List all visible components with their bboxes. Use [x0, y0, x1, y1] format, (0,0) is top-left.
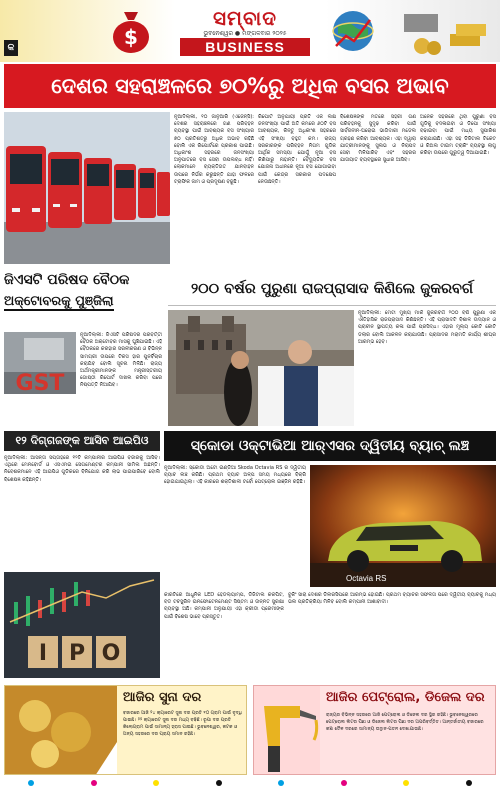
masthead — [0, 0, 500, 62]
svg-text:$: $ — [124, 25, 138, 49]
logo: ସମ୍ବାଦ — [213, 6, 277, 30]
globe-icon — [328, 6, 378, 56]
car-label: Octavia RS — [346, 574, 387, 583]
lead-paragraph-1: ନୂଆଦିଲ୍ଲୀ, ୧୦ ଜାନୁଆରି (ଏଜେନ୍ସି): ଦେଶର ସହରାଞ୍ଚଳରେ ଗଣ ପରିବହନ ବ୍ୟବସ୍ଥା ପାଇଁ ଆବଶ୍ୟକ ବସ ସଂଖ୍ୟାର ୭୦ ପ୍ରତିଶତରୁ ଅଧିକ ଅଭାବ ରହିଛି ବୋଲି ଏକ ରିପୋର୍ଟରେ ପ୍ରକାଶ ପାଇଛି। ଅଧିକାଂଶ ସହରରେ ଜନସଂଖ୍ୟା ଅନୁପାତରେ ବସ ସେବା ଉପଲବ୍ଧ ନାହିଁ। ଲୋକମାନେ ବ୍ୟକ୍ତିଗତ ଯାନବାହନ ଉପରେ ନିର୍ଭର କରୁଛନ୍ତି ଯାହା ଫଳରେ ଟ୍ରାଫିକ ଜାମ ଓ ପ୍ରଦୂଷଣ ବଢୁଛି। — [174, 114, 254, 185]
skoda-body-2: କାରଟିରେ ଆଧୁନିକ LED ହେଡଲ୍ୟାମ୍ପ, ଡିଜିଟାଲ କକପିଟ, ବଡ ଟଚସ୍କ୍ରିନ ଇନଫୋଟେନମେଣ୍ଟ ସିଷ୍ଟମ ଓ ଉନ୍ନତ ସୁରକ୍ଷା ବ୍ୟବସ୍ଥା ଅଛି। କମ୍ପାନୀ ଅନୁଯାୟୀ ଏହା କ୍ରୀଡା ପ୍ରେମୀଙ୍କ ପାଇଁ ବିଶେଷ ଭାବେ ପ୍ରସ୍ତୁତ। — [164, 592, 284, 620]
ipo-letter-o: O — [101, 641, 121, 666]
registration-dot — [278, 780, 284, 786]
gst-body: ନୂଆଦିଲ୍ଲୀ: ଜିଏସଟି ପରିଷଦର ପରବର୍ତ୍ତୀ ବୈଠକ ଅକ୍ଟୋବର ମାସକୁ ଘୁଞ୍ଚିଯାଇଛି। ଏହି ବୈଠକରେ କରହାର ସରଳୀକରଣ ଓ ବିଭିନ୍ନ ସାମଗ୍ରୀ ଉପରେ ଟିକସ ହାର ପୁନର୍ବିଚାର କରାଯିବ ବୋଲି ସୂଚନା ମିଳିଛି। ରାଜ୍ୟ ଅର୍ଥମନ୍ତ୍ରୀମାନଙ୍କ ମନ୍ତ୍ରୀସ୍ତରୀୟ ଗୋଷ୍ଠୀ ରିପୋର୍ଟ ଦାଖଲ କରିବା ପରେ ନିଷ୍ପତ୍ତି ନିଆଯିବ। — [80, 332, 162, 389]
registration-dot — [216, 780, 222, 786]
gold-rate-title: ଆଜିର ସୁନା ଦର — [123, 690, 202, 705]
gold-rate-box — [4, 685, 247, 775]
lead-headline: ଦେଶର ସହରାଞ୍ଚଳରେ ୭୦%ରୁ ଅଧିକ ବସର ଅଭାବ — [4, 64, 496, 108]
gold-jewellery-icon — [5, 686, 117, 775]
petrol-rate-title: ଆଜିର ପେଟ୍ରୋଲ, ଡିଜେଲ ଦର — [326, 690, 485, 705]
gst-headline-2-text: ଅକ୍ଟୋବରକୁ ପୁଞ୍ଜିଲା — [4, 294, 114, 309]
registration-dot — [466, 780, 472, 786]
palace-photo — [168, 310, 354, 426]
lead-paragraph-4: ଅନେକ ସହରରେ ଥିବା ପୁରୁଣା ବସ ଗୁଡିକୁ ବଦଳାଇବା ଓ ଡିପୋ ସଂଖ୍ୟା ବଢାଇବା ପାଇଁ ମଧ୍ୟ ସୁପାରିଶ କରାଯାଇଛି। ଏହା ସହ ଡିଜିଟାଲ ଟିକେଟ ଓ ରିଅଲ ଟାଇମ ଟ୍ରାକିଂ ବ୍ୟବସ୍ଥା ଲାଗୁ କରିବା ଉପରେ ଗୁରୁତ୍ୱ ଦିଆଯାଇଛି। — [420, 114, 496, 157]
skoda-headline: ସ୍କୋଡା ଓକ୍ଟାଭିଆ ଆର୍‌ଏସର ଦ୍ୱିତୀୟ ବ୍ୟାଚ୍ ଲଞ୍ଚ — [164, 431, 496, 461]
bus-photo — [4, 112, 170, 264]
skoda-body-1: ନୂଆଦିଲ୍ଲୀ: ସ୍କୋଡା ଅଟୋ ଇଣ୍ଡିଆ Skoda Octavia RS ର ଦ୍ୱିତୀୟ ବ୍ୟାଚ ଲଞ୍ଚ କରିଛି। ପ୍ରଥମ ବ୍ୟାଚ ଅଳ୍ପ ସମୟ ମଧ୍ୟରେ ବିକ୍ରି ହୋଇଯାଇଥିଲା। ଏହି କାରରେ ଶକ୍ତିଶାଳୀ ଟର୍ବୋ ପେଟ୍ରୋଲ ଇଞ୍ଜିନ ରହିଛି। — [164, 465, 306, 486]
registration-dot — [28, 780, 34, 786]
ipo-image — [4, 572, 160, 678]
gold-rate-body: ବଜାରରେ ଆଜି ୨୪ କ୍ୟାରେଟ ସୁନା ଦର ପ୍ରତି ୧୦ ଗ୍ରାମ ପାଇଁ ବୃଦ୍ଧି ପାଇଛି। ୨୨ କ୍ୟାରେଟ ସୁନା ଦର ମଧ୍ୟ ବଢିଛି। ରୂପା ଦର ପ୍ରତି କିଲୋଗ୍ରାମ ପାଇଁ ସାମାନ୍ୟ ହ୍ରାସ ପାଇଛି। ଭୁବନେଶ୍ୱର, କଟକ ଓ ଅନ୍ୟ ସହରରେ ଦର ପ୍ରାୟ ସମାନ ରହିଛି। — [123, 711, 242, 737]
fuel-nozzle-icon — [254, 686, 320, 775]
gst-image-label: GST — [15, 371, 65, 394]
gst-headline-1: ଜିଏସଟି ପରିଷଦ ବୈଠକ — [4, 272, 130, 288]
section-label: BUSINESS — [180, 38, 310, 56]
car-image — [310, 465, 496, 587]
skoda-body-3: ବୁକିଂ ସାରା ଦେଶର ଡିଲରସିପରେ ଆରମ୍ଭ ହୋଇଛି। ପ୍ରଥମ ବ୍ୟାଚର ସଫଳତା ପରେ ଦ୍ୱିତୀୟ ବ୍ୟାଚକୁ ମଧ୍ୟ ଭଲ ପ୍ରତିକ୍ରିୟା ମିଳିବ ବୋଲି କମ୍ପାନୀ ଆଶାବାଦୀ। — [288, 592, 496, 606]
ipo-letter-i: I — [38, 641, 48, 666]
ipo-body: ନୂଆଦିଲ୍ଲୀ: ଆସନ୍ତା ସପ୍ତାହରେ ୧୨ଟି କମ୍ପାନୀର ଆଇପିଓ ବଜାରକୁ ଆସିବ। ଏଥିରେ ମେନବୋର୍ଡ ଓ ଏସଏମଇ ସେଗମେଣ୍ଟର କମ୍ପାନୀ ସାମିଲ ଅଛନ୍ତି। ନିବେଶକମାନେ ଏହି ଆଇପିଓ ଗୁଡିକରେ ବିନିଯୋଗ କରି ଲାଭ ପାଇପାରିବେ ବୋଲି ବିଶେଷଜ୍ଞ କହିଛନ୍ତି। — [4, 455, 160, 483]
date-line: ଭୁବନେଶ୍ୱର ● ମଙ୍ଗଳବାର ୨୦୨୫ — [203, 30, 287, 37]
ipo-headline: ୧୨ ଦିଗ୍ଗଜଙ୍କ ଆସିବ ଆଇପିଓ — [4, 431, 160, 451]
petrol-rate-box — [253, 685, 496, 775]
gold-bars-icon — [400, 8, 495, 58]
ipo-letter-p: P — [68, 641, 86, 666]
gst-image — [4, 332, 76, 394]
lead-paragraph-2: ରିପୋର୍ଟ ଅନୁଯାୟୀ ପ୍ରତି ଏକ ଲକ୍ଷ ଜନସଂଖ୍ୟା ପାଇଁ ଅତି କମରେ ୬୦ଟି ବସ ଆବଶ୍ୟକ, କିନ୍ତୁ ଅଧିକାଂଶ ସହରରେ ଏହି ସଂଖ୍ୟା ବହୁତ କମ। ରାଜ୍ୟ ସରକାରଙ୍କ ପରିବହନ ନିଗମ ଗୁଡିକ ଆର୍ଥିକ ସମସ୍ୟା ଯୋଗୁଁ ନୂଆ ବସ କିଣିପାରୁ ନାହାନ୍ତି। ବୈଦ୍ୟୁତିକ ବସ ଯୋଜନା ଅଧୀନରେ ନୂଆ ବସ ଯୋଗାଇବା ପାଇଁ କେନ୍ଦ୍ର ସରକାର ପଦକ୍ଷେପ ନେଉଛନ୍ତି। — [258, 114, 336, 185]
lead-paragraph-3: ବିଶେଷଜ୍ଞଙ୍କ ମତରେ ସହରୀ ଗଣ ପରିବହନକୁ ସୁଦୃଢ କରିବା ପାଇଁ ସାର୍ବଜନୀନ-ଘରୋଇ ଭାଗିଦାରୀ ମଡେଲ ଗ୍ରହଣ କରିବା ଆବଶ୍ୟକ। ଏହା ଦ୍ୱାରା ଯାତ୍ରୀମାନଙ୍କୁ ସୁଲଭ ଓ ନିରାପଦ ସେବା ମିଳିପାରିବ ଏବଂ ସହରର ଯାତାୟାତ ବ୍ୟବସ୍ଥାରେ ସୁଧାର ଆସିବ। — [340, 114, 416, 164]
registration-dot — [403, 780, 409, 786]
print-registration-bar — [0, 778, 500, 787]
registration-dot — [341, 780, 347, 786]
palace-headline: ୨୦୦ ବର୍ଷର ପୁରୁଣା ରାଜପ୍ରାସାଦ କିଣିଲେ ଜୁକରବର୍ଗ — [168, 272, 496, 306]
money-bag-icon — [110, 6, 152, 54]
registration-dot — [153, 780, 159, 786]
petrol-rate-body: ରାଜ୍ୟର ବିଭିନ୍ନ ସହରରେ ଆଜି ପେଟ୍ରୋଲ ଓ ଡିଜେଲ ଦର ସ୍ଥିର ରହିଛି। ଭୁବନେଶ୍ୱରରେ ପେଟ୍ରୋଲ ଲିଟର ପିଛା ଓ ଡିଜେଲ ଲିଟର ପିଛା ଦର ଅପରିବର୍ତ୍ତିତ। ଆନ୍ତର୍ଜାତୀୟ ବଜାରରେ କଞ୍ଚା ତୈଳ ଦରରେ ସାମାନ୍ୟ ଉତ୍ଥାନ-ପତନ ଦେଖାଯାଉଛି। — [326, 713, 484, 732]
palace-body: ନୂଆଦିଲ୍ଲୀ: ମେଟା ମୁଖ୍ୟ ମାର୍କ ଜୁକରବର୍ଗ ୨୦୦ ବର୍ଷ ପୁରୁଣା ଏକ ଐତିହାସିକ ରାଜପ୍ରାସାଦ କିଣିଛନ୍ତି। ଏହି ପ୍ରାସାଦଟି ବିଶାଳ ଉଦ୍ୟାନ ଓ ପ୍ରାଚୀନ ସ୍ଥାପତ୍ୟ କଳା ପାଇଁ ପ୍ରସିଦ୍ଧ। ଏହାର ମୂଲ୍ୟ କୋଟି କୋଟି ଡଲାର ବୋଲି ଆକଳନ କରାଯାଉଛି। ପ୍ରାସାଦର ମରାମତି କାର୍ଯ୍ୟ ଶୀଘ୍ର ଆରମ୍ଭ ହେବ। — [358, 310, 496, 345]
registration-dot — [91, 780, 97, 786]
page-number: କ — [4, 40, 18, 56]
gst-headline-2 — [4, 294, 162, 309]
